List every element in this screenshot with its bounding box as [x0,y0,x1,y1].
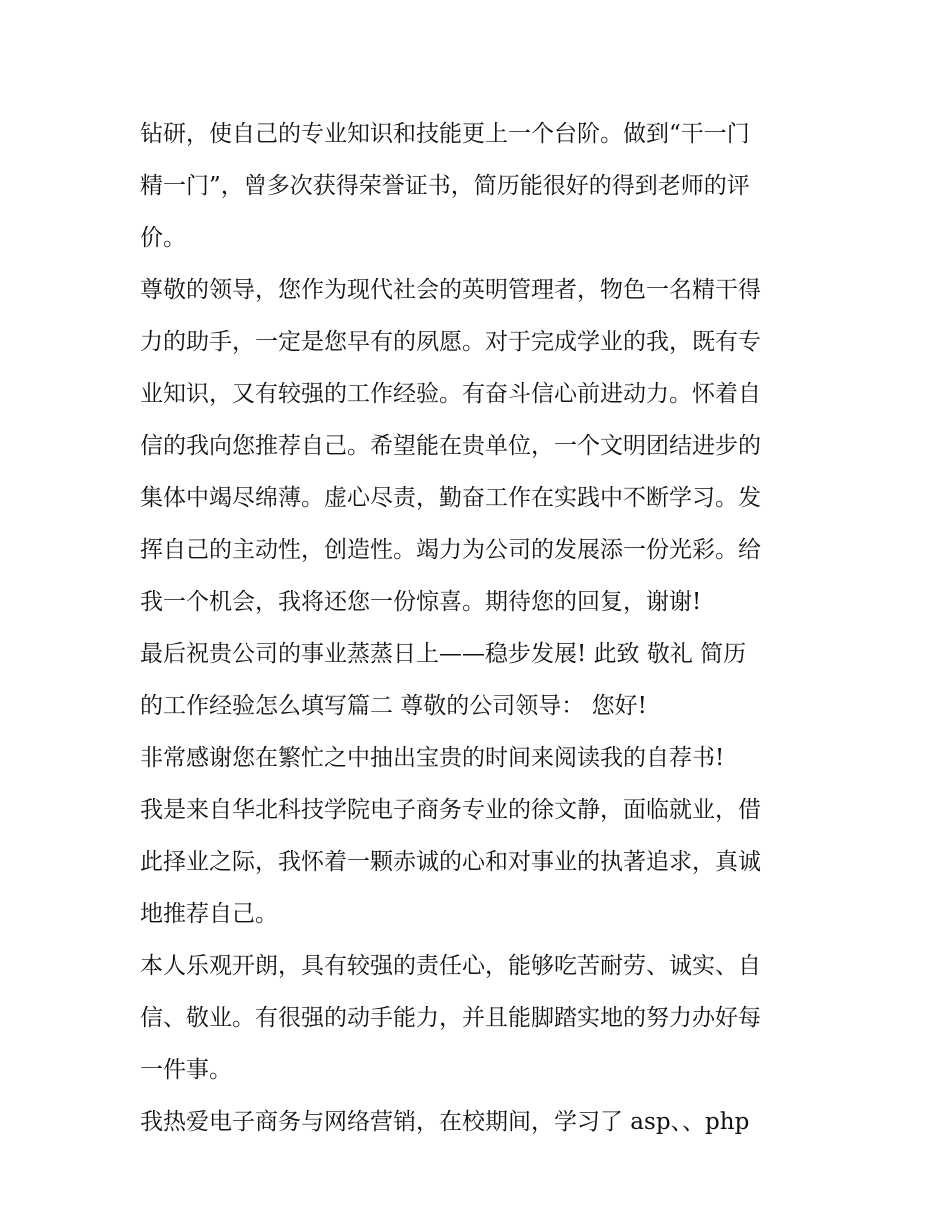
text-line: 集体中竭尽绵薄。虚心尽责，勤奋工作在实践中不断学习。发 [140,485,761,511]
text-line: 精一门”，曾多次获得荣誉证书，简历能很好的得到老师的评 [140,173,750,199]
text-line: 挥自己的主动性，创造性。竭力为公司的发展添一份光彩。给 [140,537,761,563]
text-line: 业知识，又有较强的工作经验。有奋斗信心前进动力。怀着自 [140,381,761,407]
text-line: 最后祝贵公司的事业蒸蒸日上——稳步发展! 此致 敬礼 简历 [140,641,747,667]
text-line: 尊敬的领导，您作为现代社会的英明管理者，物色一名精干得 [140,277,761,303]
text-line: 此择业之际，我怀着一颗赤诚的心和对事业的执著追求，真诚 [140,849,761,875]
text-line: 价。 [140,225,186,251]
text-line: 非常感谢您在繁忙之中抽出宝贵的时间来阅读我的自荐书! [140,745,725,771]
text-line: 的工作经验怎么填写篇二 尊敬的公司领导： 您好! [140,693,647,719]
text-line: 钻研，使自己的专业知识和技能更上一个台阶。做到“干一门 [140,121,750,147]
text-line: 信的我向您推荐自己。希望能在贵单位，一个文明团结进步的 [140,433,761,459]
document-body [140,108,820,1148]
text-line: 我热爱电子商务与网络营销，在校期间，学习了 asp、、php [140,1109,750,1135]
text-line: 信、敬业。有很强的动手能力，并且能脚踏实地的努力办好每 [140,1005,761,1031]
text-line: 我一个机会，我将还您一份惊喜。期待您的回复，谢谢! [140,589,702,615]
text-line: 一件事。 [140,1057,232,1083]
text-line: 力的助手，一定是您早有的夙愿。对于完成学业的我，既有专 [140,329,761,355]
text-line: 本人乐观开朗，具有较强的责任心，能够吃苦耐劳、诚实、自 [140,953,761,979]
text-line: 我是来自华北科技学院电子商务专业的徐文静，面临就业，借 [140,797,761,823]
text-line: 地推荐自己。 [140,901,278,927]
